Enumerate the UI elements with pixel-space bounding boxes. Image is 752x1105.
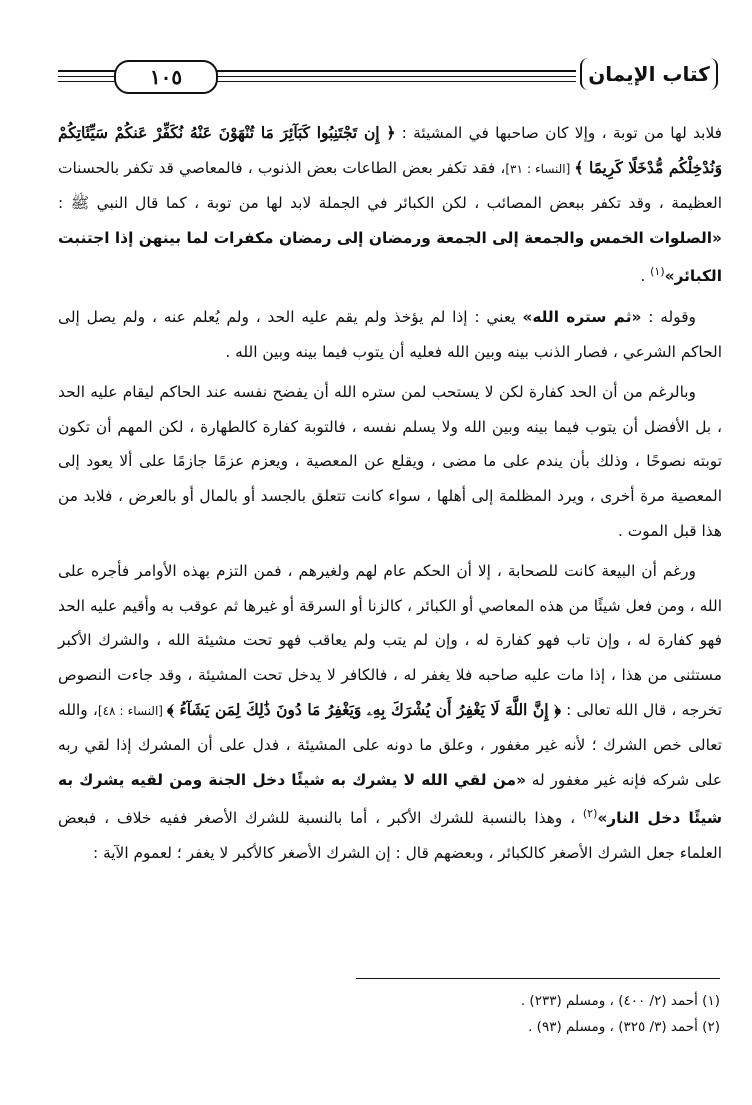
text-run: ورغم أن البيعة كانت للصحابة ، إلا أن الحكم عام لهم ولغيرهم ، فمن التزم بهذه الأوامر فأجره على الله ، ومن فعل شيئًا من هذه المعاصي أو الكبائر ، كالزنا أو السرقة أو غيرها ثم عوقب به وأقيم عليه الحد فهو كفارة له ، وإن تاب فهو كفارة له ، وإن لم يتب ولم يعاقب فهو تحت مشيئة الله ، والشرك الأكبر مستثنى من هذا ، إذا مات عليه صاحبه فلا يغفر له ، فالكافر لا يدخل تحت المشيئة ، وقد جاءت النصوص تخرجه ، قال الله تعالى : bbox=[58, 562, 722, 719]
paragraph-2 bbox=[58, 300, 722, 369]
quran-verse: ﴿ إِنَّ اللَّهَ لَا يَغْفِرُ أَن يُشْرَكَ بِهِۦ وَيَغْفِرُ مَا دُونَ ذَٰلِكَ لِمَن يَشَآءُ ﴾ bbox=[167, 700, 561, 719]
text-run: . bbox=[640, 267, 651, 286]
paragraph-4 bbox=[58, 554, 722, 870]
footnote-marker: (١) bbox=[650, 265, 665, 279]
main-text bbox=[58, 116, 722, 877]
title-frame bbox=[580, 58, 718, 90]
hadith-quote: «الصلوات الخمس والجمعة إلى الجمعة ورمضان إلى رمضان مكفرات لما بينهن إذا اجتنبت الكبائر» bbox=[58, 228, 722, 286]
page-number: ١٠٥ bbox=[114, 60, 218, 94]
text-run: ، وهذا بالنسبة للشرك الأكبر ، أما بالنسبة للشرك الأصغر ففيه خلاف ، فبعض العلماء جعل الشرك الأصغر كالكبائر ، وبعضهم قال : إن الشرك الأصغر كالأكبر لا يغفر ؛ لعموم الآية : bbox=[58, 809, 722, 863]
text-run: ، فقد تكفر بعض الطاعات بعض الذنوب ، فالمعاصي قد تكفر بالحسنات العظيمة ، وقد تكفر ببعض المصائب ، لكن الكبائر في الجملة لابد لها من توبة ، كما قال النبي ﷺ : bbox=[58, 158, 722, 213]
footnote-1: (١) أحمد (٢/ ٤٠٠) ، ومسلم (٢٣٣) . bbox=[520, 993, 720, 1009]
hadith-quote: «ثم ستره الله» bbox=[522, 308, 642, 327]
text-run: ، والله تعالى خص الشرك ؛ لأنه غير مغفور ، وعلق ما دونه على المشيئة ، فدل على أن المشرك إذا لقي ربه على شركه فإنه غير مغفور له bbox=[58, 700, 722, 789]
paragraph-3 bbox=[58, 375, 722, 548]
book-title bbox=[576, 56, 722, 92]
footnote-divider bbox=[356, 978, 720, 979]
text-run: فلابد لها من توبة ، وإلا كان صاحبها في المشيئة : bbox=[395, 124, 722, 142]
footnote-marker: (٢) bbox=[582, 807, 598, 821]
verse-reference: [النساء : ٣١] bbox=[505, 161, 575, 176]
text-run: وبالرغم من أن الحد كفارة لكن لا يستحب لمن ستره الله أن يفضح نفسه عند الحاكم ليقام عليه الحد ، بل الأفضل أن يتوب فيما بينه وبين الله ولا يسلم نفسه ، فالتوبة كفارة كالطهارة ، لكن المهم أن تكون توبته نصوحًا ، وذلك بأن يندم على ما مضى ، ويقلع عن المعصية ، ويعزم عزمًا جازمًا على ألا يعود إلى المعصية مرة أخرى ، ويرد المظلمة إلى أهلها ، سواء كانت تتعلق بالجسد أو بالمال أو بالعرض ، فلابد من هذا قبل الموت . bbox=[58, 383, 722, 540]
footnote-2: (٢) أحمد (٣/ ٣٢٥) ، ومسلم (٩٣) . bbox=[528, 1019, 720, 1035]
paragraph-1 bbox=[58, 116, 722, 294]
text-run: وقوله : bbox=[641, 308, 696, 327]
quran-verse: ﴿ إِن تَجْتَنِبُوا كَبَآئِرَ مَا تُنْهَوْنَ عَنْهُ نُكَفِّرْ عَنكُمْ سَيِّئَاتِكُمْ وَنُدْخِلْكُم مُّدْخَلًا كَرِيمًا ﴾ bbox=[58, 124, 722, 177]
verse-reference: [النساء : ٤٨] bbox=[97, 703, 168, 718]
hadith-quote: «من لقي الله لا يشرك به شيئًا دخل الجنة ومن لقيه يشرك به شيئًا دخل النار» bbox=[58, 770, 722, 828]
footnotes bbox=[220, 988, 720, 1040]
book-title-text: كتاب الإيمان bbox=[588, 62, 710, 86]
page-header bbox=[58, 56, 722, 96]
text-run: يعني : إذا لم يؤخذ ولم يقم عليه الحد ، ولم يُعلم عنه ، ولم يصل إلى الحاكم الشرعي ، فصار الذنب بينه وبين الله فعليه أن يتوب فيما بينه وبين الله . bbox=[58, 308, 722, 361]
